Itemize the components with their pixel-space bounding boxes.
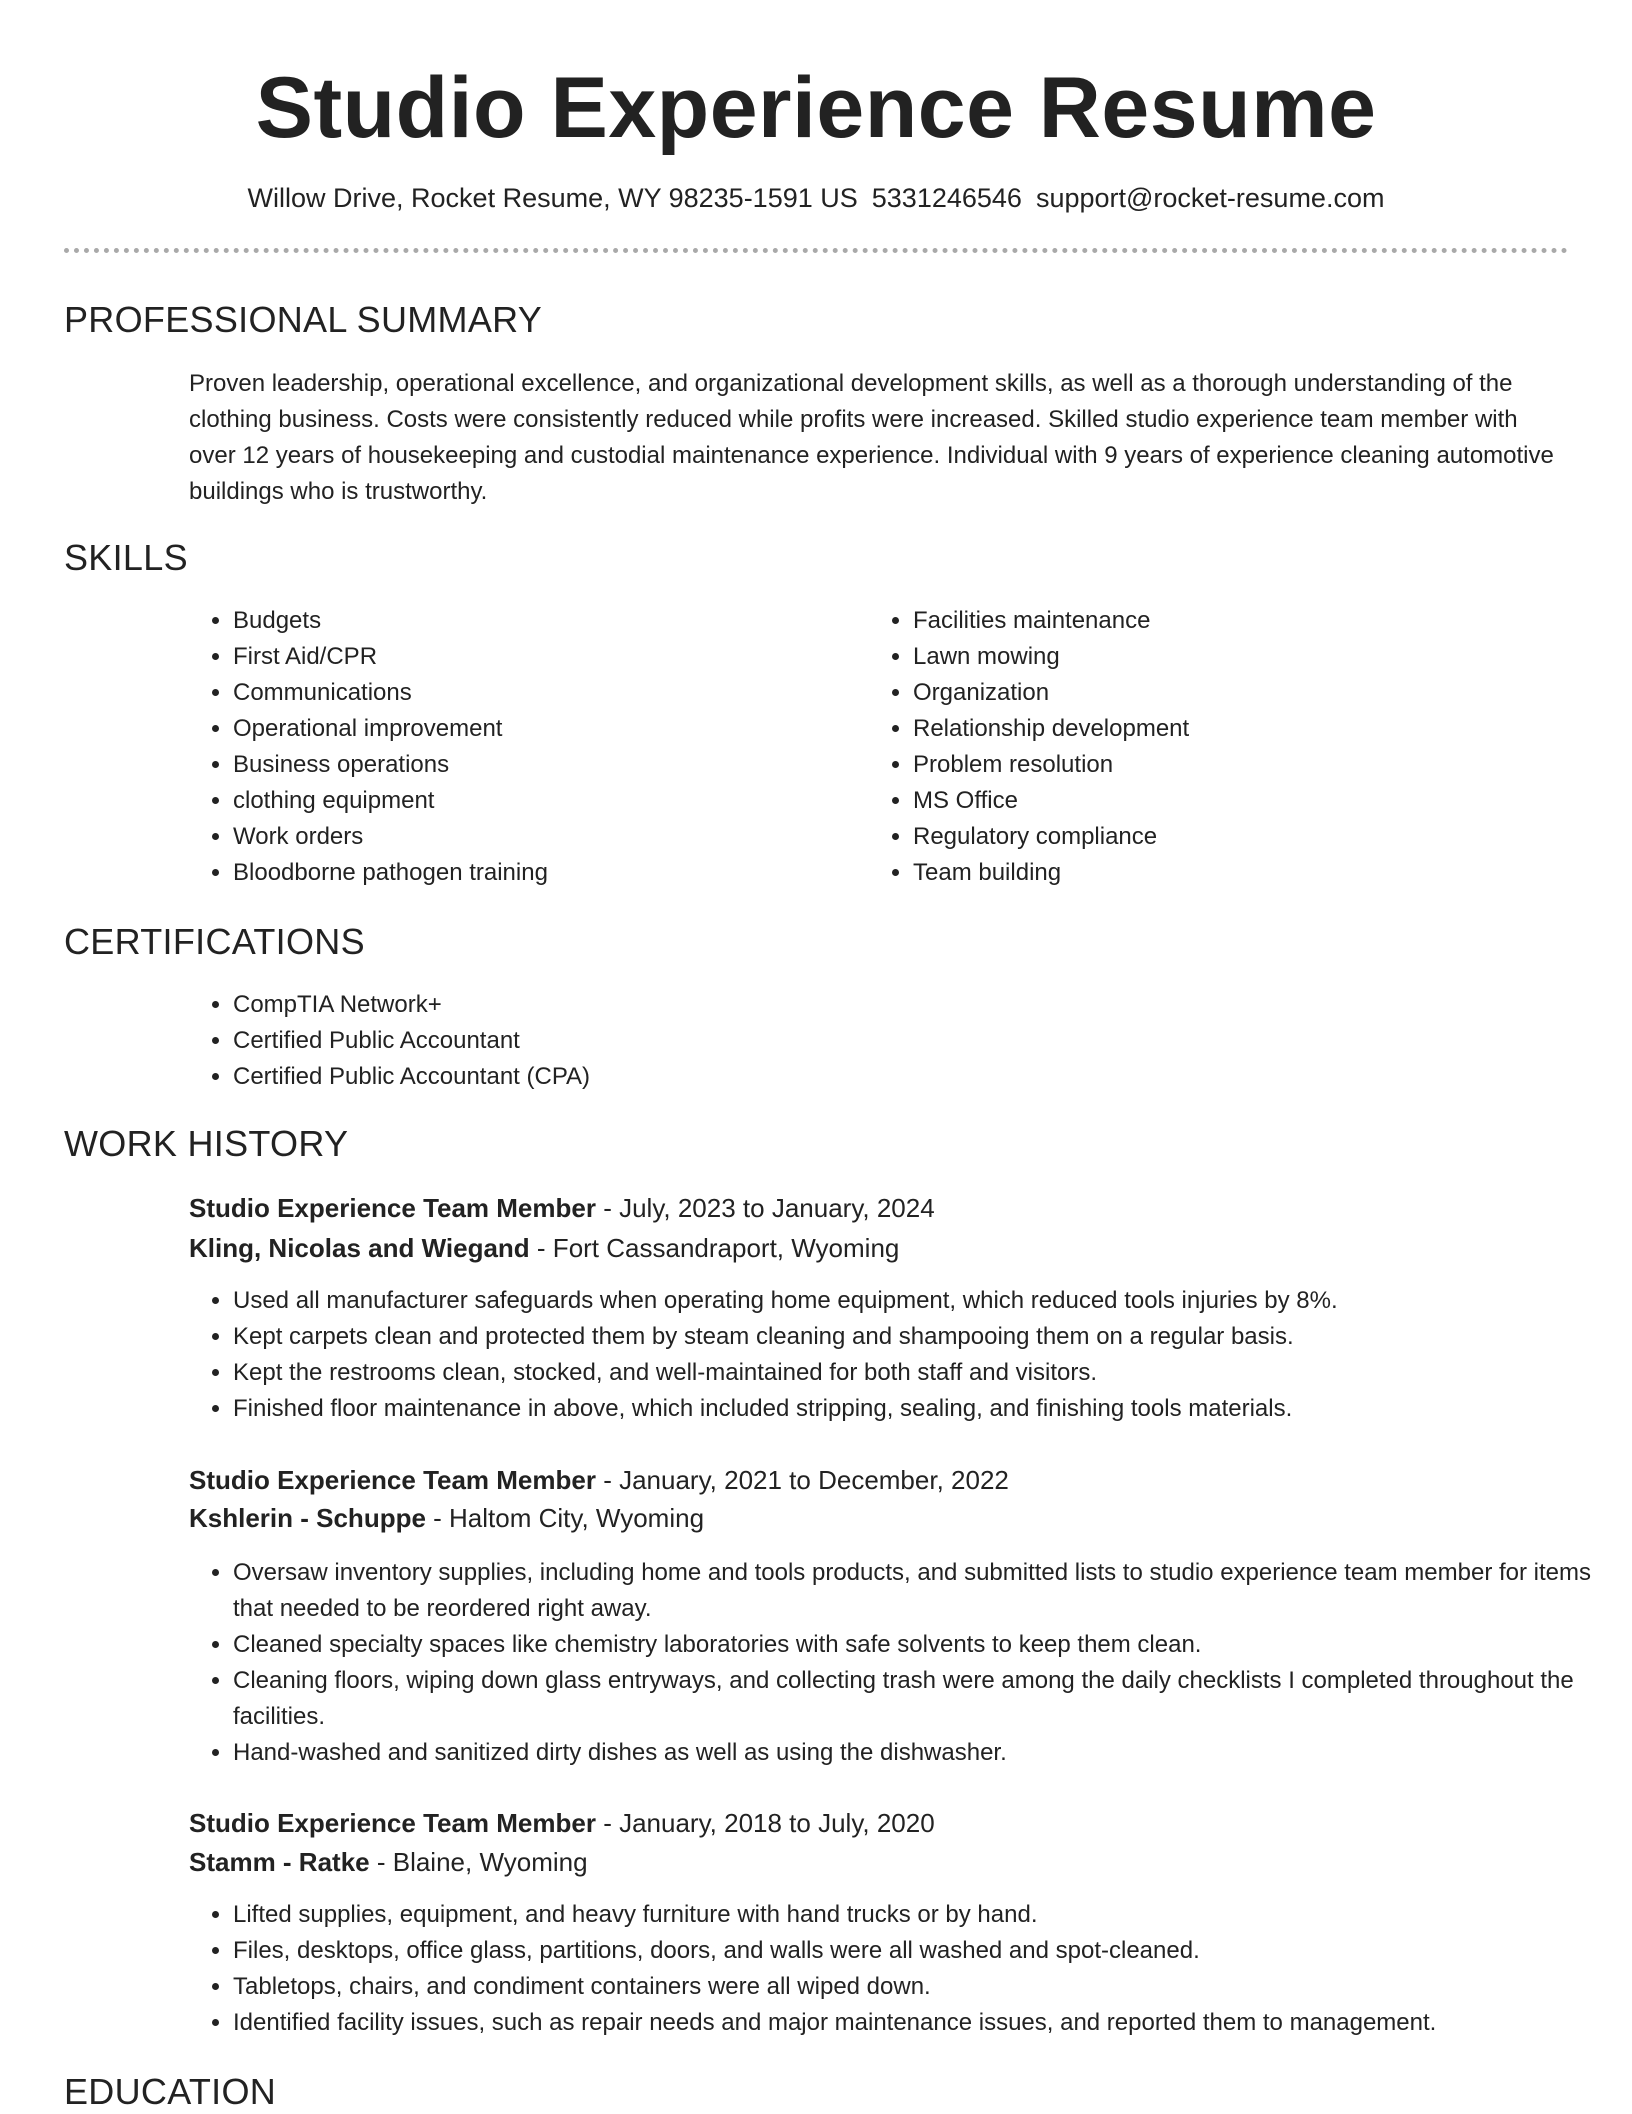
job-dates: - January, 2021 to December, 2022: [595, 1465, 1009, 1495]
job-bullet: • Cleaned specialty spaces like chemistry laboratories with safe solvents to keep them clean.: [233, 1627, 1613, 1663]
contact-phone: 5331246546: [871, 183, 1022, 213]
header-divider: [64, 248, 1568, 253]
certifications-heading: CERTIFICATIONS: [64, 921, 365, 962]
job-company: Stamm - Ratke: [189, 1847, 370, 1877]
resume-name: Studio Experience Resume: [255, 60, 1377, 156]
job-location: - Fort Cassandraport, Wyoming: [529, 1233, 900, 1263]
summary-heading: PROFESSIONAL SUMMARY: [64, 299, 543, 340]
skill-item: • First Aid/CPR: [233, 639, 853, 675]
skill-item: • Operational improvement: [233, 711, 853, 747]
job-company-line: [189, 1230, 899, 1266]
skill-item: • Problem resolution: [913, 747, 1573, 783]
job-bullet: • Kept the restrooms clean, stocked, and well-maintained for both staff and visitors.: [233, 1355, 1613, 1391]
skill-item: • Relationship development: [913, 711, 1573, 747]
job-company-line: [189, 1500, 704, 1536]
skills-heading: SKILLS: [64, 537, 188, 578]
contact-email: support@rocket-resume.com: [1035, 183, 1385, 213]
skills-list-left: [189, 603, 853, 891]
job-bullet: • Used all manufacturer safeguards when operating home equipment, which reduced tools injuries by 8%.: [233, 1283, 1613, 1319]
skill-item: • Team building: [913, 855, 1573, 891]
job-bullet: • Hand-washed and sanitized dirty dishes as well as using the dishwasher.: [233, 1735, 1613, 1771]
job-title-line: [189, 1190, 935, 1226]
skill-item: • Bloodborne pathogen training: [233, 855, 853, 891]
skill-item: • Work orders: [233, 819, 853, 855]
skill-item: • clothing equipment: [233, 783, 853, 819]
certification-item: • Certified Public Accountant: [233, 1023, 1573, 1059]
job-bullet: • Files, desktops, office glass, partitions, doors, and walls were all washed and spot-cleaned.: [233, 1933, 1613, 1969]
job-role: Studio Experience Team Member: [189, 1808, 596, 1838]
skill-item: • Facilities maintenance: [913, 603, 1573, 639]
skills-list-right: [869, 603, 1573, 891]
summary-text: Proven leadership, operational excellence, and organizational development skills, as well as a thorough understanding of the clothing business. Costs were consistently reduced while profits were increased. Skilled studio experience team member with over 12 years of housekeeping and custodial maintenance experience. Individual with 9 years of experience cleaning automotive buildings who is trustworthy.: [189, 370, 1554, 505]
job-bullets: [189, 1555, 1613, 1771]
skill-item: • Communications: [233, 675, 853, 711]
job-location: - Blaine, Wyoming: [369, 1847, 588, 1877]
skill-item: • Lawn mowing: [913, 639, 1573, 675]
skill-item: • Regulatory compliance: [913, 819, 1573, 855]
education-heading: EDUCATION: [64, 2071, 277, 2112]
job-role: Studio Experience Team Member: [189, 1193, 596, 1223]
job-bullets: [189, 1897, 1613, 2041]
job-company-line: [189, 1844, 588, 1880]
skill-item: • Organization: [913, 675, 1573, 711]
certification-item: • Certified Public Accountant (CPA): [233, 1059, 1573, 1095]
certification-item: • CompTIA Network+: [233, 987, 1573, 1023]
contact-line: [0, 180, 1632, 216]
job-bullet: • Lifted supplies, equipment, and heavy furniture with hand trucks or by hand.: [233, 1897, 1613, 1933]
resume-header: [0, 58, 1632, 158]
job-dates: - January, 2018 to July, 2020: [595, 1808, 935, 1838]
job-title-line: [189, 1805, 935, 1841]
job-bullets: [189, 1283, 1613, 1427]
job-bullet: • Tabletops, chairs, and condiment containers were all wiped down.: [233, 1969, 1613, 2005]
job-title-line: [189, 1462, 1009, 1498]
job-company: Kshlerin - Schuppe: [189, 1503, 426, 1533]
work-history-heading: WORK HISTORY: [64, 1123, 349, 1164]
job-bullet: • Oversaw inventory supplies, including home and tools products, and submitted lists to studio experience team member for items that needed to be reordered right away.: [233, 1555, 1613, 1627]
skill-item: • Budgets: [233, 603, 853, 639]
job-location: - Haltom City, Wyoming: [425, 1503, 705, 1533]
skill-item: • Business operations: [233, 747, 853, 783]
job-bullet: • Finished floor maintenance in above, which included stripping, sealing, and finishing tools materials.: [233, 1391, 1613, 1427]
job-company: Kling, Nicolas and Wiegand: [189, 1233, 530, 1263]
job-bullet: • Cleaning floors, wiping down glass entryways, and collecting trash were among the daily checklists I completed throughout the facilities.: [233, 1663, 1613, 1735]
job-dates: - July, 2023 to January, 2024: [595, 1193, 935, 1223]
contact-address: Willow Drive, Rocket Resume, WY 98235-1591 US: [247, 183, 858, 213]
job-bullet: • Identified facility issues, such as repair needs and major maintenance issues, and reported them to management.: [233, 2005, 1613, 2041]
skill-item: • MS Office: [913, 783, 1573, 819]
certifications-list: [189, 987, 1573, 1095]
job-bullet: • Kept carpets clean and protected them by steam cleaning and shampooing them on a regular basis.: [233, 1319, 1613, 1355]
job-role: Studio Experience Team Member: [189, 1465, 596, 1495]
